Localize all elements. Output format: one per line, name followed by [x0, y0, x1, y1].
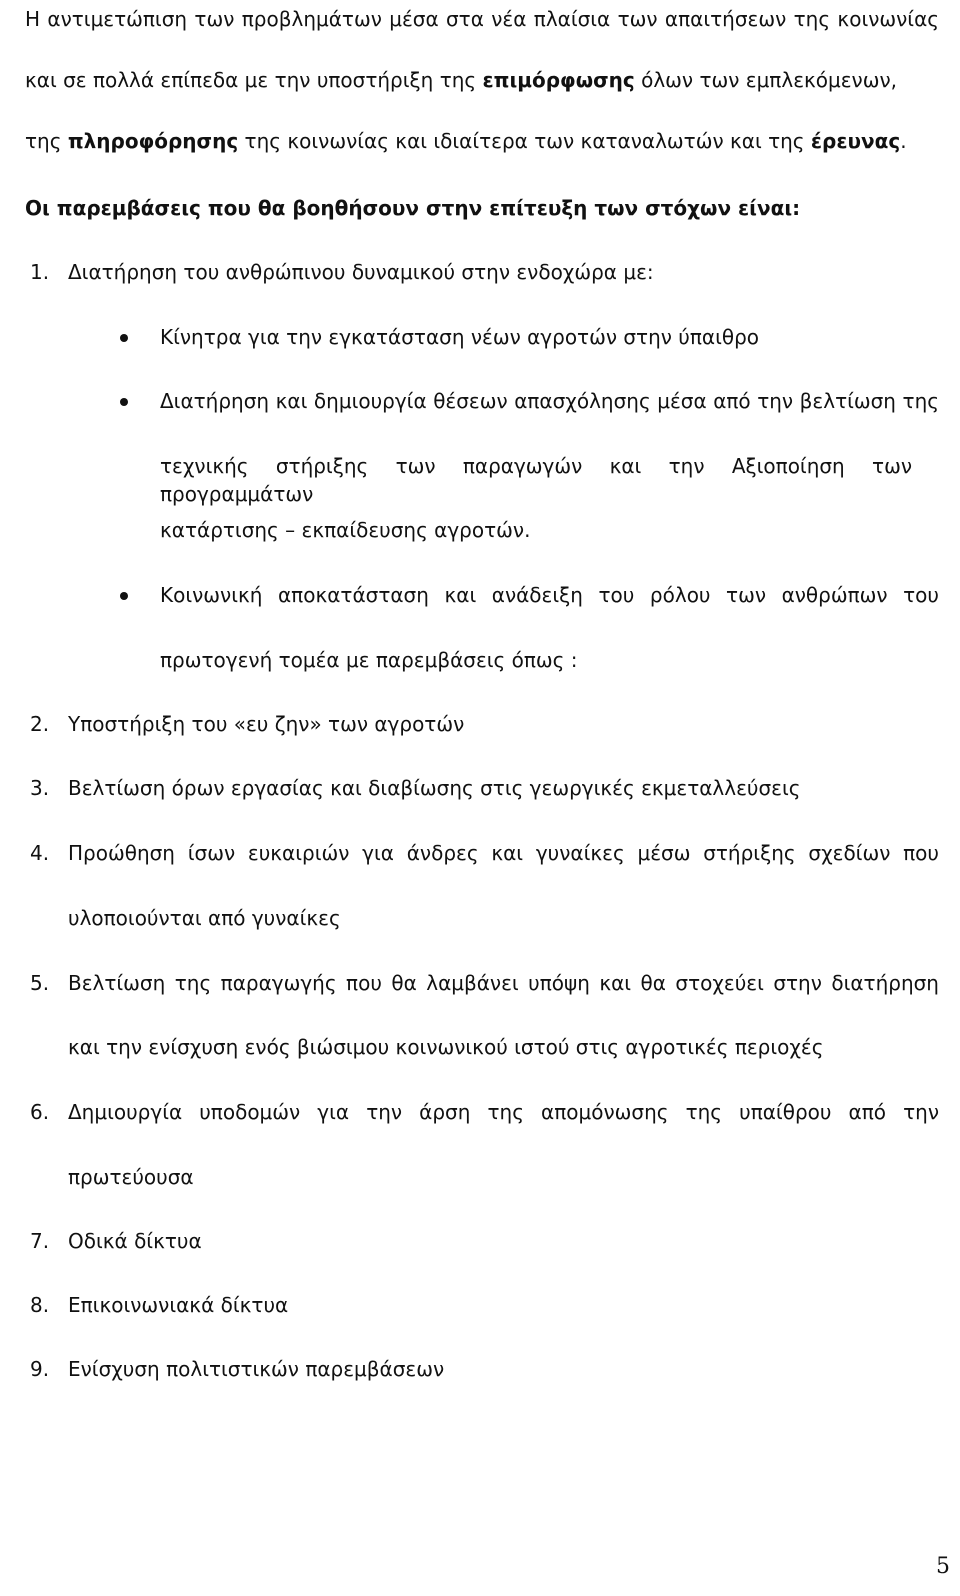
bullet-line: τεχνικής στήριξης των παραγωγών και την Αξιοποίηση των προγραμμάτων [160, 454, 912, 506]
item-text: Διατήρηση του ανθρώπινου δυναμικού στην ενδοχώρα με: [68, 260, 654, 284]
intro-line-1: Η αντιμετώπιση των προβλημάτων μέσα στα νέα πλαίσια των απαιτήσεων της κοινωνίας [25, 7, 939, 31]
item-text: Δημιουργία υποδομών για την άρση της απομόνωσης της υπαίθρου από την [68, 1100, 939, 1124]
intro-line-2-text: και σε πολλά επίπεδα με την υποστήριξη της [25, 68, 483, 92]
item-number: 9. [30, 1357, 50, 1381]
item-number: 6. [30, 1100, 50, 1124]
intro-line-3-text: της [25, 129, 68, 153]
item-number: 3. [30, 776, 50, 800]
bullet-line: Κίνητρα για την εγκατάσταση νέων αγροτών στην ύπαιθρο [160, 325, 760, 349]
intro-line-2 [25, 66, 897, 94]
item-number: 7. [30, 1229, 50, 1253]
item-text: Βελτίωση όρων εργασίας και διαβίωσης στις γεωργικές εκμεταλλεύσεις [68, 776, 801, 800]
intro-line-2-rest: όλων των εμπλεκόμενων, [634, 68, 898, 92]
emphasis-information: πληροφόρησης [67, 129, 239, 153]
item-text: υλοποιούνται από γυναίκες [68, 906, 341, 930]
intro-line-3-end: . [900, 129, 907, 153]
emphasis-training: επιμόρφωσης [482, 68, 635, 92]
item-number: 8. [30, 1293, 50, 1317]
item-text: πρωτεύουσα [68, 1165, 194, 1189]
intro-line-3-middle: της κοινωνίας και ιδιαίτερα των καταναλωτών και της [238, 129, 811, 153]
item-text: Επικοινωνιακά δίκτυα [68, 1293, 289, 1317]
interventions-heading: Οι παρεμβάσεις που θα βοηθήσουν στην επίτευξη των στόχων είναι: [25, 196, 801, 220]
item-text: Υποστήριξη του «ευ ζην» των αγροτών [68, 712, 465, 736]
item-number: 5. [30, 971, 50, 995]
intro-line-3 [25, 127, 907, 155]
bullet-dot [120, 592, 128, 600]
emphasis-research: έρευνας [810, 129, 901, 153]
item-number: 1. [30, 260, 50, 284]
bullet-line: πρωτογενή τομέα με παρεμβάσεις όπως : [160, 648, 578, 672]
item-text: και την ενίσχυση ενός βιώσιμου κοινωνικού ιστού στις αγροτικές περιοχές [68, 1035, 824, 1059]
bullet-line: κατάρτισης – εκπαίδευσης αγροτών. [160, 518, 531, 542]
item-text: Προώθηση ίσων ευκαιριών για άνδρες και γυναίκες μέσω στήριξης σχεδίων που [68, 841, 939, 865]
bullet-line: Διατήρηση και δημιουργία θέσεων απασχόλησης μέσα από την βελτίωση της [160, 389, 939, 413]
item-text: Ενίσχυση πολιτιστικών παρεμβάσεων [68, 1357, 445, 1381]
item-number: 4. [30, 841, 50, 865]
bullet-line: Κοινωνική αποκατάσταση και ανάδειξη του ρόλου των ανθρώπων του [160, 583, 939, 607]
bullet-dot [120, 398, 128, 406]
page-number: 5 [936, 1554, 950, 1579]
item-number: 2. [30, 712, 50, 736]
item-text: Οδικά δίκτυα [68, 1229, 202, 1253]
bullet-dot [120, 334, 128, 342]
item-text: Βελτίωση της παραγωγής που θα λαμβάνει υπόψη και θα στοχεύει στην διατήρηση [68, 971, 939, 995]
